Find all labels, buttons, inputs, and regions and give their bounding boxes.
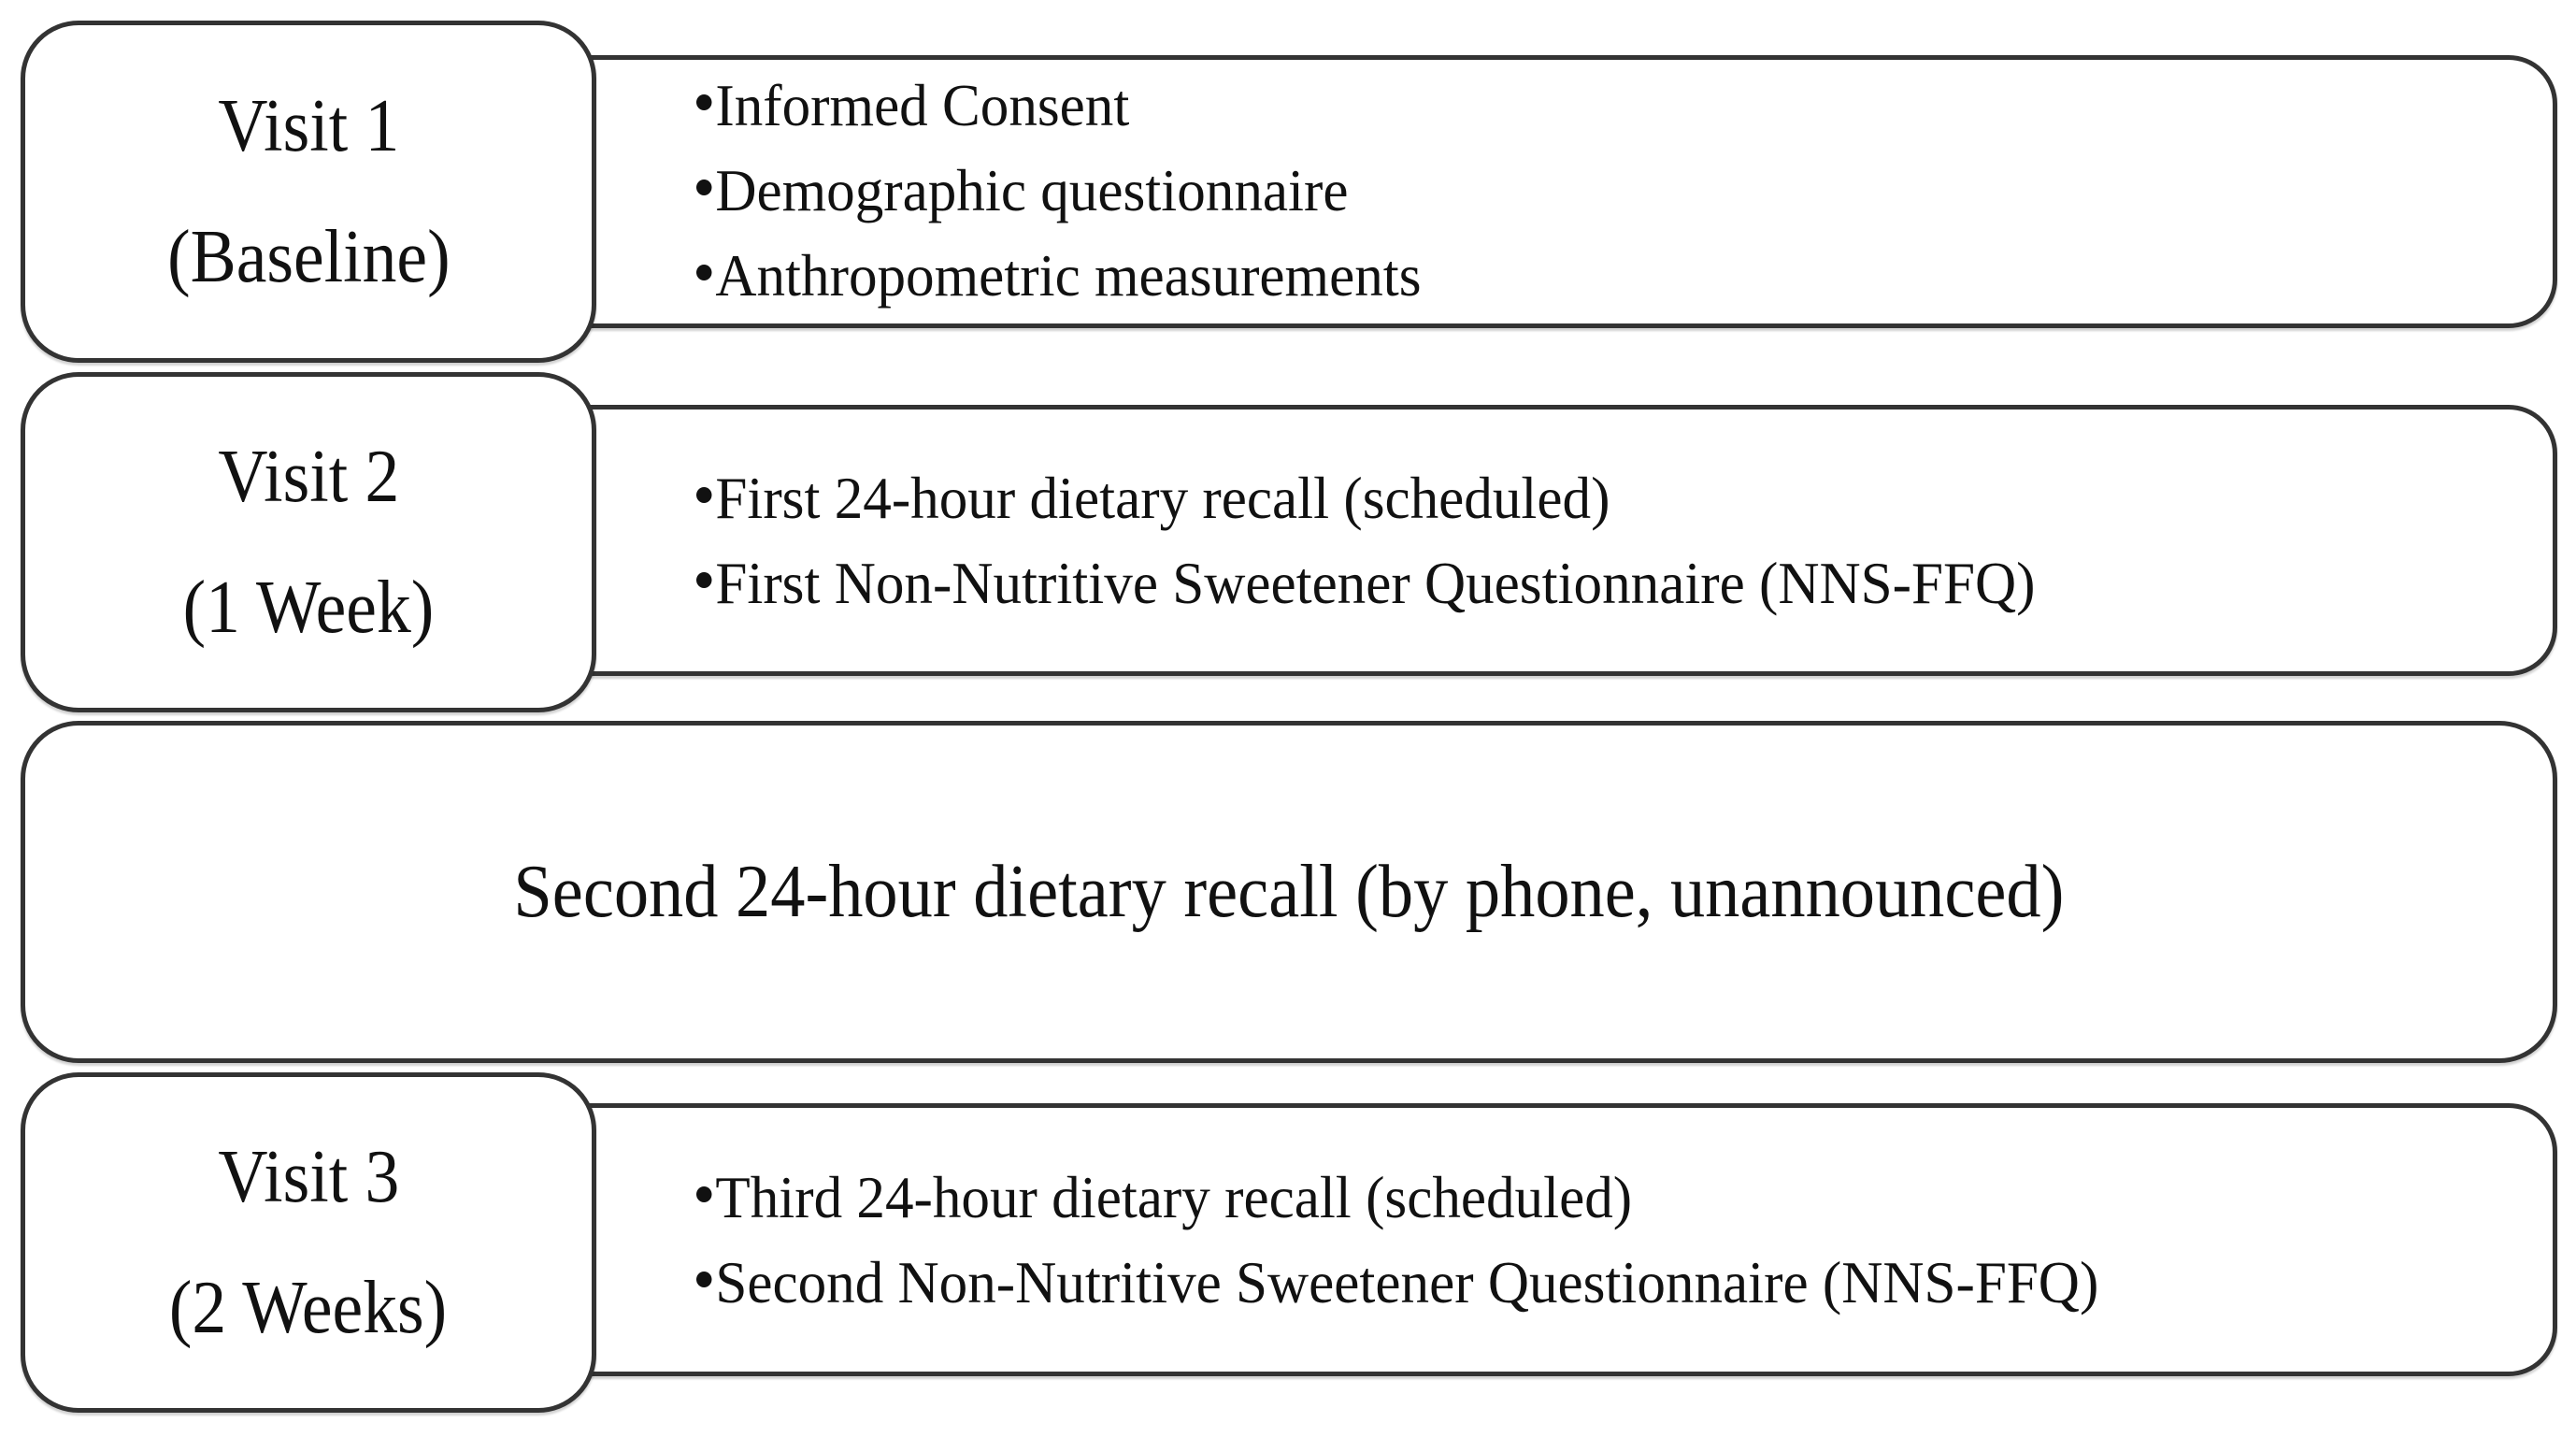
bullet-icon — [696, 94, 711, 110]
activity-item — [696, 541, 2035, 626]
bullet-icon — [696, 572, 711, 588]
visit-1-box — [21, 21, 596, 363]
bullet-icon — [696, 1272, 711, 1287]
visit-2-activities — [696, 456, 2077, 626]
visit-2-box — [21, 372, 596, 712]
activity-item — [696, 64, 1422, 149]
activity-label: Demographic questionnaire — [715, 158, 1349, 223]
visit-3-subtitle: (2 Weeks) — [169, 1267, 448, 1349]
bullet-icon — [696, 265, 711, 280]
visit-2-subtitle: (1 Week) — [182, 567, 435, 649]
activity-label: Informed Consent — [715, 73, 1130, 138]
activity-label: Third 24-hour dietary recall (scheduled) — [715, 1165, 1633, 1230]
bullet-icon — [696, 1186, 711, 1202]
activity-item — [696, 1156, 2098, 1241]
visit-3-box — [21, 1072, 596, 1413]
activity-item — [696, 234, 1422, 319]
visit-1-title: Visit 1 — [218, 85, 399, 167]
activity-label: Second Non-Nutritive Sweetener Questionnaire (NNS-FFQ) — [715, 1250, 2099, 1315]
bullet-icon — [696, 180, 711, 195]
activity-label: Anthropometric measurements — [715, 243, 1422, 309]
phone-recall-box — [21, 721, 2557, 1063]
bullet-icon — [696, 487, 711, 503]
visit-2-title: Visit 2 — [218, 436, 399, 518]
activity-item — [696, 456, 2035, 541]
activity-item — [696, 149, 1422, 234]
visit-3-activities — [696, 1156, 2142, 1326]
visit-1-activities — [696, 64, 1444, 319]
activity-label: First Non-Nutritive Sweetener Questionnaire (NNS-FFQ) — [715, 551, 2036, 616]
activity-item — [696, 1241, 2098, 1326]
visit-3-title: Visit 3 — [218, 1136, 399, 1218]
visit-1-subtitle: (Baseline) — [166, 216, 451, 298]
phone-recall-label: Second 24-hour dietary recall (by phone, unannounced) — [513, 850, 2065, 933]
activity-label: First 24-hour dietary recall (scheduled) — [715, 466, 1610, 531]
